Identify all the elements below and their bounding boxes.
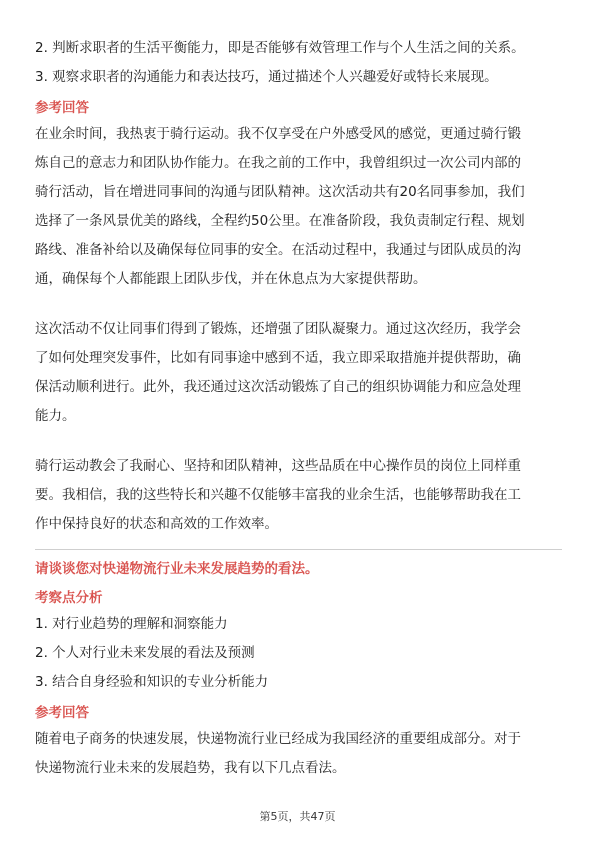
answer-heading: 参考回答 (35, 705, 89, 721)
paragraph-line: 炼自己的意志力和团队协作能力。在我之前的工作中，我曾组织过一次公司内部的 (35, 155, 521, 171)
page-number: 第5页，共47页 (259, 810, 336, 823)
answer-paragraph (35, 120, 562, 294)
analysis-point: 1. 对行业趋势的理解和洞察能力 (35, 616, 228, 632)
answer-paragraph (35, 452, 562, 539)
paragraph-line: 选择了一条风景优美的路线，全程约50公里。在准备阶段，我负责制定行程、规划 (35, 213, 525, 229)
paragraph-line: 通，确保每个人都能跟上团队步伐，并在休息点为大家提供帮助。 (35, 271, 427, 287)
paragraph-line: 这次活动不仅让同事们得到了锻炼，还增强了团队凝聚力。通过这次经历，我学会 (35, 321, 521, 337)
answer-paragraph (35, 315, 562, 431)
paragraph-line: 了如何处理突发事件，比如有同事途中感到不适，我立即采取措施并提供帮助，确 (35, 350, 521, 366)
paragraph-line: 要。我相信，我的这些特长和兴趣不仅能够丰富我的业余生活，也能够帮助我在工 (35, 487, 521, 503)
paragraph-line: 在业余时间，我热衷于骑行运动。我不仅享受在户外感受风的感觉，更通过骑行锻 (35, 126, 521, 142)
question-title: 请谈谈您对快递物流行业未来发展趋势的看法。 (35, 561, 319, 577)
paragraph-line: 骑行运动教会了我耐心、坚持和团队精神，这些品质在中心操作员的岗位上同样重 (35, 458, 521, 474)
intro-point: 2. 判断求职者的生活平衡能力，即是否能够有效管理工作与个人生活之间的关系。 (35, 40, 525, 56)
paragraph-gap (35, 294, 562, 315)
page-content (35, 34, 562, 783)
paragraph-line: 保活动顺利进行。此外，我还通过这次活动锻炼了自己的组织协调能力和应急处理 (35, 379, 521, 395)
paragraph-line: 作中保持良好的状态和高效的工作效率。 (35, 516, 278, 532)
intro-point: 3. 观察求职者的沟通能力和表达技巧，通过描述个人兴趣爱好或特长来展现。 (35, 69, 498, 85)
paragraph-gap (35, 431, 562, 452)
section-divider (35, 549, 562, 550)
answer-paragraph (35, 725, 562, 783)
paragraph-line: 快递物流行业未来的发展趋势，我有以下几点看法。 (35, 760, 346, 776)
paragraph-line: 骑行活动，旨在增进同事间的沟通与团队精神。这次活动共有20名同事参加，我们 (35, 184, 525, 200)
analysis-point: 2. 个人对行业未来发展的看法及预测 (35, 645, 255, 661)
paragraph-line: 随着电子商务的快速发展，快递物流行业已经成为我国经济的重要组成部分。对于 (35, 731, 521, 747)
paragraph-line: 路线、准备补给以及确保每位同事的安全。在活动过程中，我通过与团队成员的沟 (35, 242, 521, 258)
analysis-point: 3. 结合自身经验和知识的专业分析能力 (35, 674, 269, 690)
paragraph-line: 能力。 (35, 408, 76, 424)
answer-heading: 参考回答 (35, 100, 89, 116)
analysis-heading: 考察点分析 (35, 590, 103, 606)
